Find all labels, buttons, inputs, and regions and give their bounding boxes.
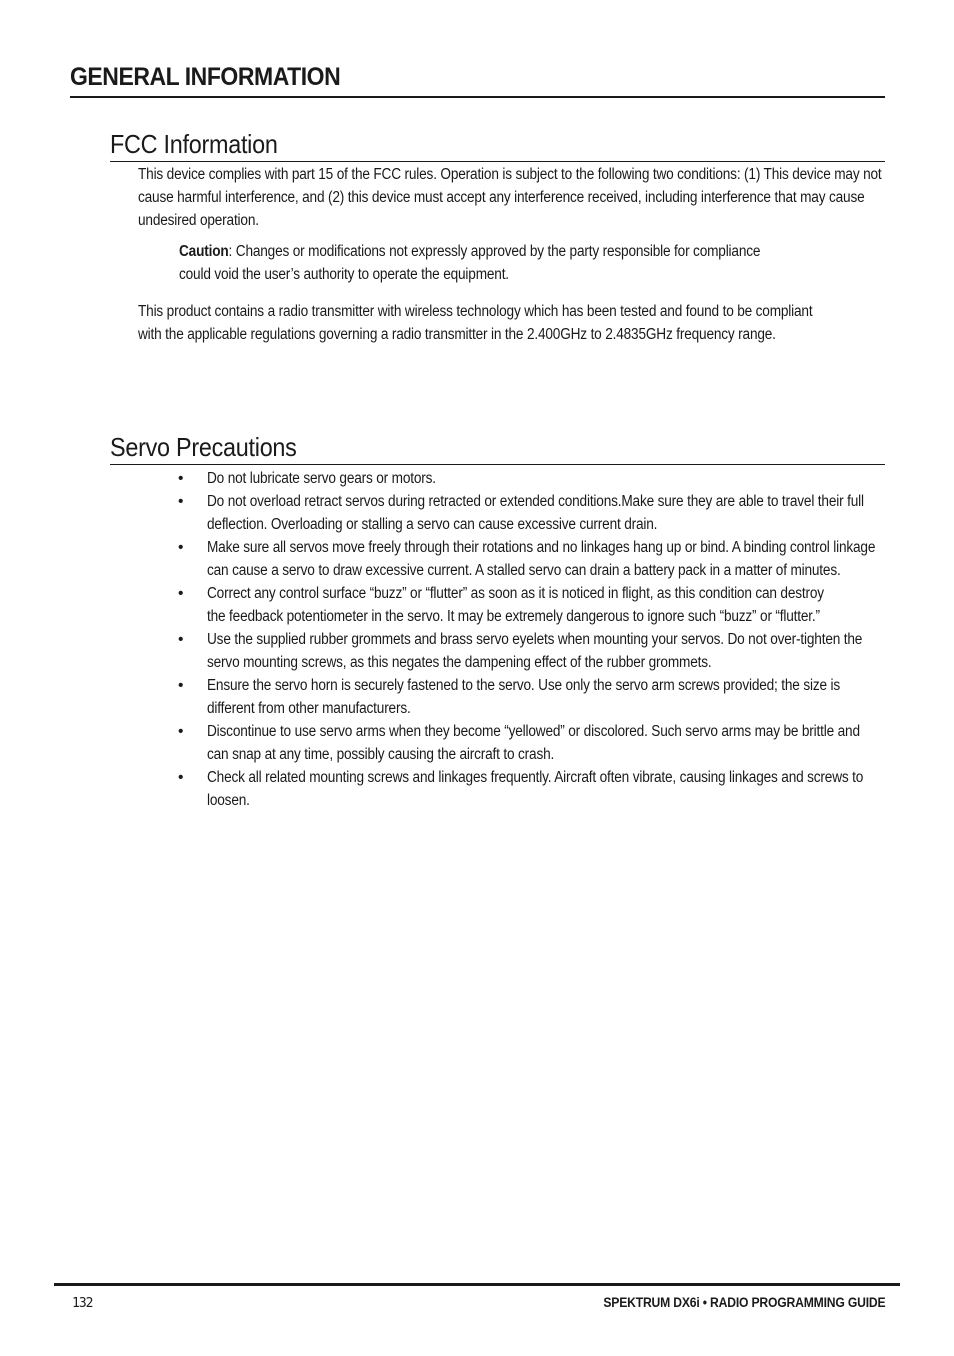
list-item [110, 490, 885, 536]
list-item-text: Discontinue to use servo arms when they become “yellowed” or discolored. Such servo arms may be brittle and can snap at any time, possibly causing the aircraft to crash. [207, 723, 860, 763]
bullet-icon: • [178, 470, 184, 487]
bullet-icon: • [178, 493, 184, 510]
fcc-section [110, 128, 885, 346]
list-item-text: Make sure all servos move freely through their rotations and no linkages hang up or bind. A binding control linkage can cause a servo to draw excessive current. A stalled servo can drain a battery pack in a matter of minutes. [207, 539, 876, 579]
page-title: GENERAL INFORMATION [70, 63, 341, 91]
caution-note [110, 240, 885, 286]
bullet-icon: • [178, 723, 184, 740]
list-item [110, 467, 885, 490]
list-item [110, 720, 885, 766]
fcc-heading-text: FCC Information [110, 129, 278, 159]
list-item [110, 628, 885, 674]
page-header [70, 62, 885, 98]
servo-precautions-list [110, 467, 885, 812]
caution-label: Caution [179, 243, 229, 260]
list-item [110, 766, 885, 812]
list-item [110, 582, 885, 628]
transmitter-paragraph [110, 300, 885, 346]
caution-wrapper [179, 240, 765, 286]
list-item-text: Check all related mounting screws and linkages frequently. Aircraft often vibrate, causing linkages and screws to loosen. [207, 769, 864, 809]
guide-title: SPEKTRUM DX6i • RADIO PROGRAMMING GUIDE [602, 1295, 885, 1310]
list-item-text: Correct any control surface “buzz” or “flutter” as soon as it is noticed in flight, as this condition can destroy the feedback potentiometer in the servo. It may be extremely dangerous to ignore such “buzz” or “flutter.” [207, 585, 824, 625]
list-item-text: Do not overload retract servos during retracted or extended conditions.Make sure they are able to travel their full deflection. Overloading or stalling a servo can cause excessive current drain. [207, 493, 864, 533]
servo-heading [110, 431, 885, 465]
fcc-heading [110, 128, 885, 162]
list-item [110, 674, 885, 720]
servo-heading-text: Servo Precautions [110, 432, 297, 462]
fcc-intro-paragraph [110, 163, 885, 232]
bullet-icon: • [178, 539, 184, 556]
transmitter-text: This product contains a radio transmitter with wireless technology which has been tested and found to be compliant with the applicable regulations governing a radio transmitter in the 2.400GHz to 2.4835GHz frequency range. [138, 303, 813, 343]
bullet-icon: • [178, 769, 184, 786]
list-item-text: Ensure the servo horn is securely fastened to the servo. Use only the servo arm screws provided; the size is different from other manufacturers. [207, 677, 840, 717]
page-number: 132 [72, 1296, 93, 1311]
bullet-icon: • [178, 585, 184, 602]
list-item-text: Do not lubricate servo gears or motors. [207, 470, 436, 487]
footer-rule [54, 1283, 900, 1286]
list-item [110, 536, 885, 582]
list-item-text: Use the supplied rubber grommets and brass servo eyelets when mounting your servos. Do not over-tighten the servo mounting screws, as this negates the dampening effect of the rubber grommets. [207, 631, 863, 671]
bullet-icon: • [178, 631, 184, 648]
fcc-intro-text: This device complies with part 15 of the FCC rules. Operation is subject to the following two conditions: (1) This device may not cause harmful interference, and (2) this device must accept any interference received, including interference that may cause undesired operation. [138, 166, 882, 229]
caution-text: : Changes or modifications not expressly approved by the party responsible for compliance could void the user’s authority to operate the equipment. [179, 243, 761, 283]
servo-section [110, 431, 885, 812]
bullet-icon: • [178, 677, 184, 694]
